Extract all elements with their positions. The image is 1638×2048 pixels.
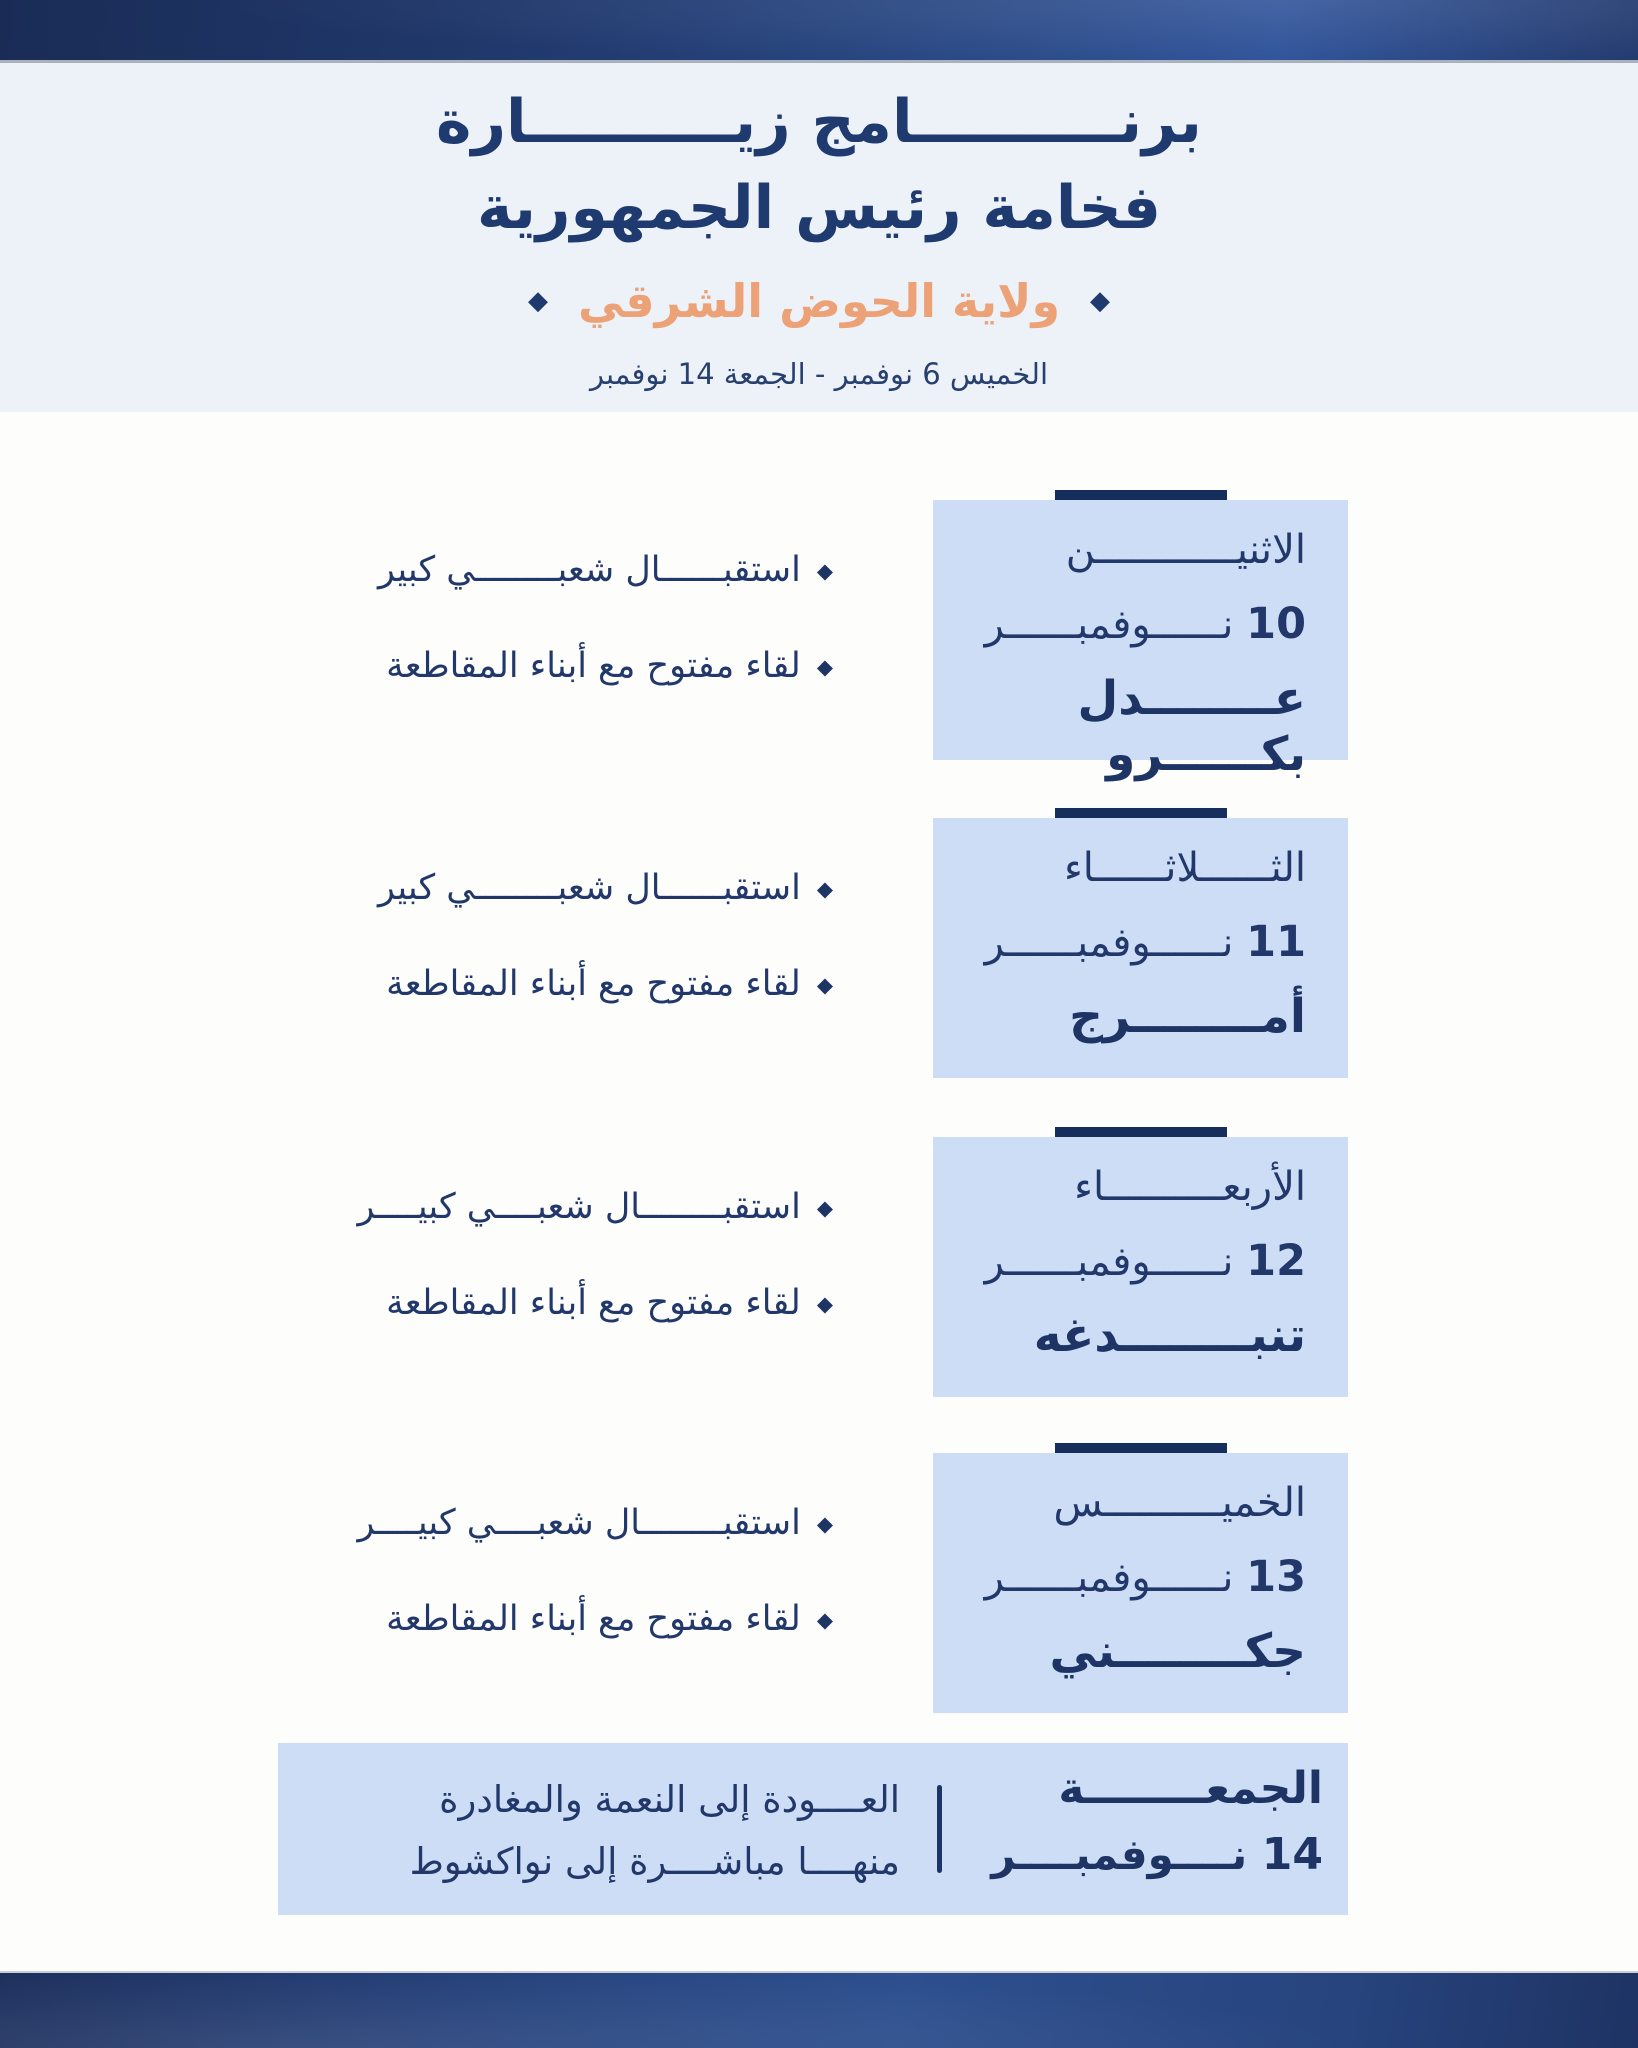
page-title-line1: برنــــــــــامج زيــــــــــارة: [436, 87, 1202, 157]
bullet-text: استقبــــــال شعبــــــــي كبير: [378, 550, 801, 590]
bullet-item: [233, 1501, 833, 1546]
date-month: نــــوفمبــــر: [991, 1830, 1248, 1879]
page-title: [0, 79, 1638, 251]
bullet-text: لقاء مفتوح مع أبناء المقاطعة: [386, 1599, 801, 1639]
diamond-bullet-icon: ◆: [816, 1292, 833, 1316]
day-label: الثــــــلاثــــــاء: [1064, 845, 1306, 891]
day-tab-marker: [1055, 808, 1227, 818]
bullet-list: [233, 1185, 833, 1377]
date-number: 12: [1246, 1236, 1306, 1286]
date-line: [951, 916, 1306, 969]
bullet-text: استقبــــــــال شعبــــي كبيــــر: [357, 1503, 801, 1543]
bullet-text: استقبــــــــال شعبــــي كبيــــر: [357, 1187, 801, 1227]
day-box: [933, 1453, 1348, 1713]
note-line1: العــــودة إلى النعمة والمغادرة: [439, 1778, 900, 1821]
top-decorative-band: [0, 0, 1638, 63]
diamond-icon: ◆: [1090, 286, 1111, 316]
date-line: [951, 1235, 1306, 1288]
day-box: [933, 818, 1348, 1078]
day-label: الأربعــــــــــاء: [1074, 1164, 1306, 1210]
bullet-item: [233, 644, 833, 689]
bullet-text: لقاء مفتوح مع أبناء المقاطعة: [386, 964, 801, 1004]
bullet-item: [233, 962, 833, 1007]
place-label: جكــــــــني: [1049, 1624, 1306, 1679]
bullet-list: [233, 1501, 833, 1693]
bottom-decorative-band: [0, 1971, 1638, 2048]
bullet-text: لقاء مفتوح مع أبناء المقاطعة: [386, 646, 801, 686]
diamond-bullet-icon: ◆: [816, 1608, 833, 1632]
day-tab-marker: [1055, 490, 1227, 500]
diamond-bullet-icon: ◆: [816, 1196, 833, 1220]
diamond-bullet-icon: ◆: [816, 1512, 833, 1536]
day-tab-marker: [1055, 1127, 1227, 1137]
date-line: [951, 1551, 1306, 1604]
vertical-divider: [937, 1785, 942, 1873]
date-number: 10: [1246, 599, 1306, 649]
diamond-icon: ◆: [527, 286, 548, 316]
day-box: [933, 500, 1348, 782]
diamond-bullet-icon: ◆: [816, 973, 833, 997]
day-tab-marker: [1055, 1443, 1227, 1453]
date-number: 13: [1246, 1552, 1306, 1602]
bullet-item: [233, 1281, 833, 1326]
day-label: الجمعــــــــة: [1058, 1763, 1323, 1814]
day-column: [978, 1761, 1323, 1881]
date-month: نــــــوفمبــــــر: [984, 1239, 1234, 1285]
bullet-list: [233, 866, 833, 1058]
final-note: [320, 1769, 900, 1893]
poster-header: [0, 63, 1638, 412]
bullet-item: [233, 1597, 833, 1642]
diamond-bullet-icon: ◆: [816, 655, 833, 679]
schedule-row-friday: [278, 1743, 1348, 1915]
bullet-list: [233, 548, 833, 740]
place-label: أمــــــــرج: [1069, 989, 1306, 1044]
date-line: [951, 598, 1306, 651]
bullet-text: لقاء مفتوح مع أبناء المقاطعة: [386, 1283, 801, 1323]
date-line: [978, 1829, 1323, 1881]
region-subtitle: ولاية الحوض الشرقي: [577, 274, 1061, 328]
date-month: نــــــوفمبــــــر: [984, 1555, 1234, 1601]
date-month: نــــــوفمبــــــر: [984, 602, 1234, 648]
day-box: [933, 1137, 1348, 1397]
bullet-item: [233, 1185, 833, 1230]
diamond-bullet-icon: ◆: [816, 559, 833, 583]
place-label: تنبــــــــدغه: [1033, 1308, 1306, 1363]
day-label: الخميــــــــــس: [1053, 1480, 1306, 1526]
place-label: عــــــــدل بكــــــرو: [1077, 671, 1306, 782]
date-number: 11: [1246, 917, 1306, 967]
note-line2: منهــــا مباشــــرة إلى نواكشوط: [409, 1840, 900, 1883]
date-month: نــــــوفمبــــــر: [984, 920, 1234, 966]
date-range: الخميس 6 نوفمبر - الجمعة 14 نوفمبر: [589, 357, 1049, 391]
bullet-text: استقبــــــال شعبــــــــي كبير: [378, 868, 801, 908]
diamond-bullet-icon: ◆: [816, 877, 833, 901]
bullet-item: [233, 548, 833, 593]
date-number: 14: [1261, 1829, 1323, 1880]
day-label: الاثنيــــــــــــن: [1065, 527, 1306, 573]
bullet-item: [233, 866, 833, 911]
page-title-line2: فخامة رئيس الجمهورية: [477, 173, 1161, 243]
subtitle-row: [0, 275, 1638, 327]
